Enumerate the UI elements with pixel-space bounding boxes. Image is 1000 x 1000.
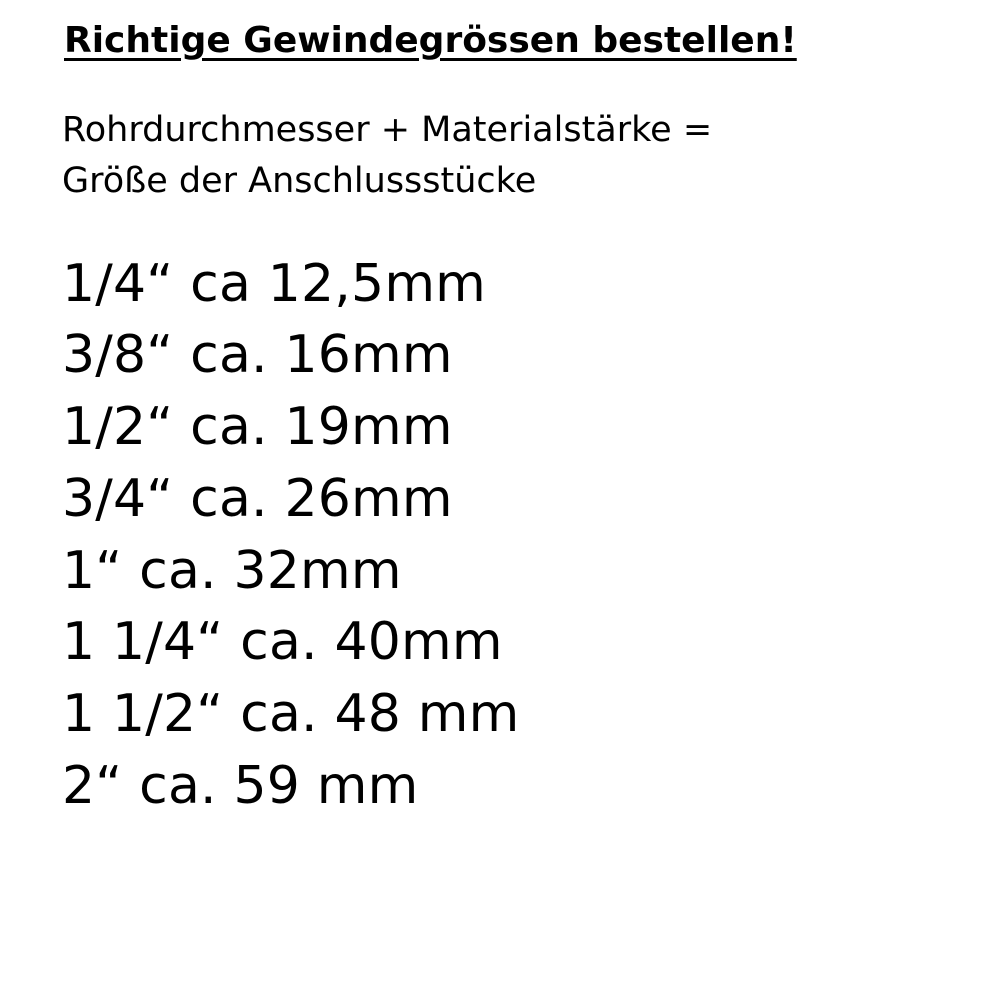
page-title: Richtige Gewindegrössen bestellen!: [64, 20, 797, 61]
intro-line-1: Rohrdurchmesser + Materialstärke =: [62, 110, 713, 150]
list-item: 1 1/4“ ca. 40mm: [62, 612, 503, 673]
list-item: 1“ ca. 32mm: [62, 540, 402, 601]
list-item: 3/4“ ca. 26mm: [62, 468, 453, 529]
list-item: 1/2“ ca. 19mm: [62, 397, 453, 457]
list-item: 1 1/2“ ca. 48 mm: [62, 684, 520, 744]
intro-line-2: Größe der Anschlussstücke: [62, 160, 537, 201]
list-item: 3/8“ ca. 16mm: [62, 325, 453, 386]
intro-paragraph: [62, 105, 962, 207]
list-item: 2“ ca. 59 mm: [62, 755, 419, 816]
size-list: [62, 249, 1000, 823]
list-item: 1/4“ ca 12,5mm: [62, 253, 487, 314]
